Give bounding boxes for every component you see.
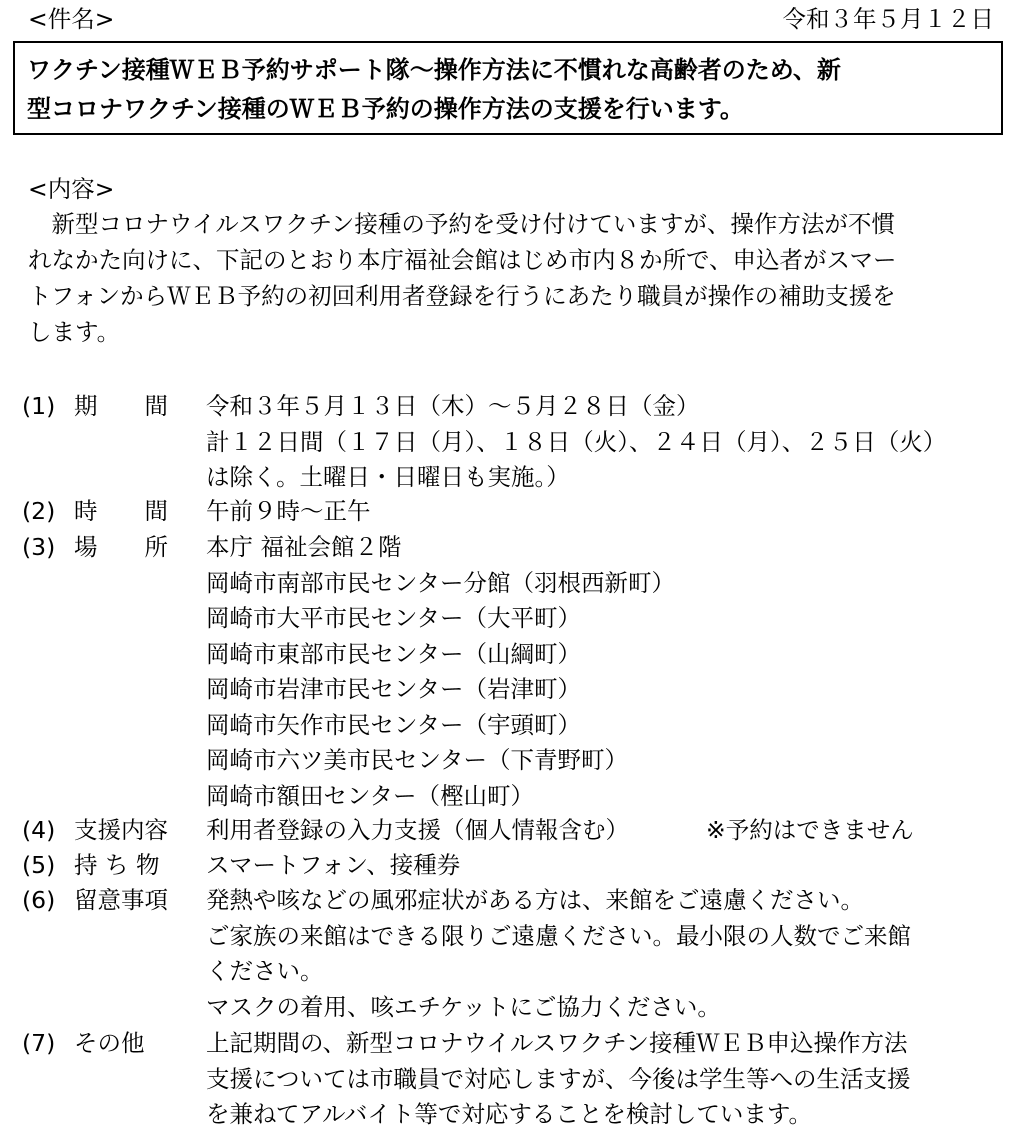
title-box (13, 41, 1003, 135)
item-label: 場 所 (74, 533, 168, 561)
item-value-line: ください。 (206, 957, 324, 985)
item-value-line: 岡崎市東部市民センター（山綱町） (206, 639, 582, 668)
item-value-line: ご家族の来館はできる限りご遠慮ください。最小限の人数でご来館 (206, 921, 911, 950)
paragraph-line: 新型コロナウイルスワクチン接種の予約を受け付けていますが、操作方法が不慣 (28, 210, 895, 238)
item-note: ※予約はできません (706, 816, 914, 844)
item-value-line: 令和３年５月１３日（木）～５月２８日（金） (206, 392, 700, 420)
item-number: (4) (22, 816, 56, 844)
item-value-line: 岡崎市六ツ美市民センター（下青野町） (206, 746, 629, 774)
item-number: (6) (22, 886, 56, 914)
paragraph-line: れなかた向けに、下記のとおり本庁福祉会館はじめ市内８か所で、申込者がスマー (28, 246, 897, 274)
item-value-line: マスクの着用、咳エチケットにご協力ください。 (206, 992, 721, 1021)
item-value-line: 支援については市職員で対応しますが、今後は学生等への生活支援 (206, 1064, 911, 1093)
item-label: 期 間 (74, 392, 168, 420)
item-value-line: 岡崎市矢作市民センター（宇頭町） (206, 710, 582, 739)
item-label: その他 (74, 1029, 145, 1057)
item-number: (2) (22, 497, 56, 525)
item-number: (5) (22, 851, 56, 879)
item-value-line: 本庁 福祉会館２階 (206, 533, 402, 561)
item-value-line: 岡崎市額田センター（樫山町） (206, 781, 535, 810)
content-label: <内容> (28, 175, 115, 203)
item-label: 持 ち 物 (74, 851, 160, 879)
item-value-line: スマートフォン、接種券 (206, 851, 461, 879)
item-number: (3) (22, 533, 56, 561)
item-value-line: 発熱や咳などの風邪症状がある方は、来館をご遠慮ください。 (206, 886, 864, 914)
release-date: 令和３年５月１２日 (782, 5, 994, 33)
paragraph-line: トフォンからＷＥＢ予約の初回利用者登録を行うにあたり職員が操作の補助支援を (28, 282, 896, 310)
item-value-line: を兼ねてアルバイト等で対応することを検討しています。 (206, 1100, 812, 1128)
item-value-line: は除く。土曜日・日曜日も実施。） (206, 463, 570, 491)
item-label: 時 間 (74, 497, 168, 525)
item-number: (7) (22, 1029, 56, 1057)
item-label: 支援内容 (74, 816, 168, 844)
title-line: 型コロナワクチン接種のＷＥＢ予約の操作方法の支援を行います。 (27, 95, 744, 123)
item-value-line: 利用者登録の入力支援（個人情報含む） (206, 816, 629, 844)
item-value-line: 午前９時～正午 (206, 497, 371, 525)
subject-label: <件名> (28, 5, 115, 33)
item-label: 留意事項 (74, 886, 168, 914)
title-line: ワクチン接種ＷＥＢ予約サポート隊～操作方法に不慣れな高齢者のため、新 (27, 56, 841, 84)
item-value-line: 岡崎市南部市民センター分館（羽根西新町） (206, 568, 676, 597)
item-value-line: 上記期間の、新型コロナウイルスワクチン接種ＷＥＢ申込操作方法 (206, 1029, 908, 1057)
paragraph-line: します。 (28, 318, 121, 346)
item-value-line: 岡崎市岩津市民センター（岩津町） (206, 675, 582, 703)
item-value-line: 岡崎市大平市民センター（大平町） (206, 604, 582, 632)
item-value-line: 計１２日間（１７日（月）、１８日（火）、２４日（月）、２５日（火） (206, 427, 947, 456)
item-number: (1) (22, 392, 56, 420)
